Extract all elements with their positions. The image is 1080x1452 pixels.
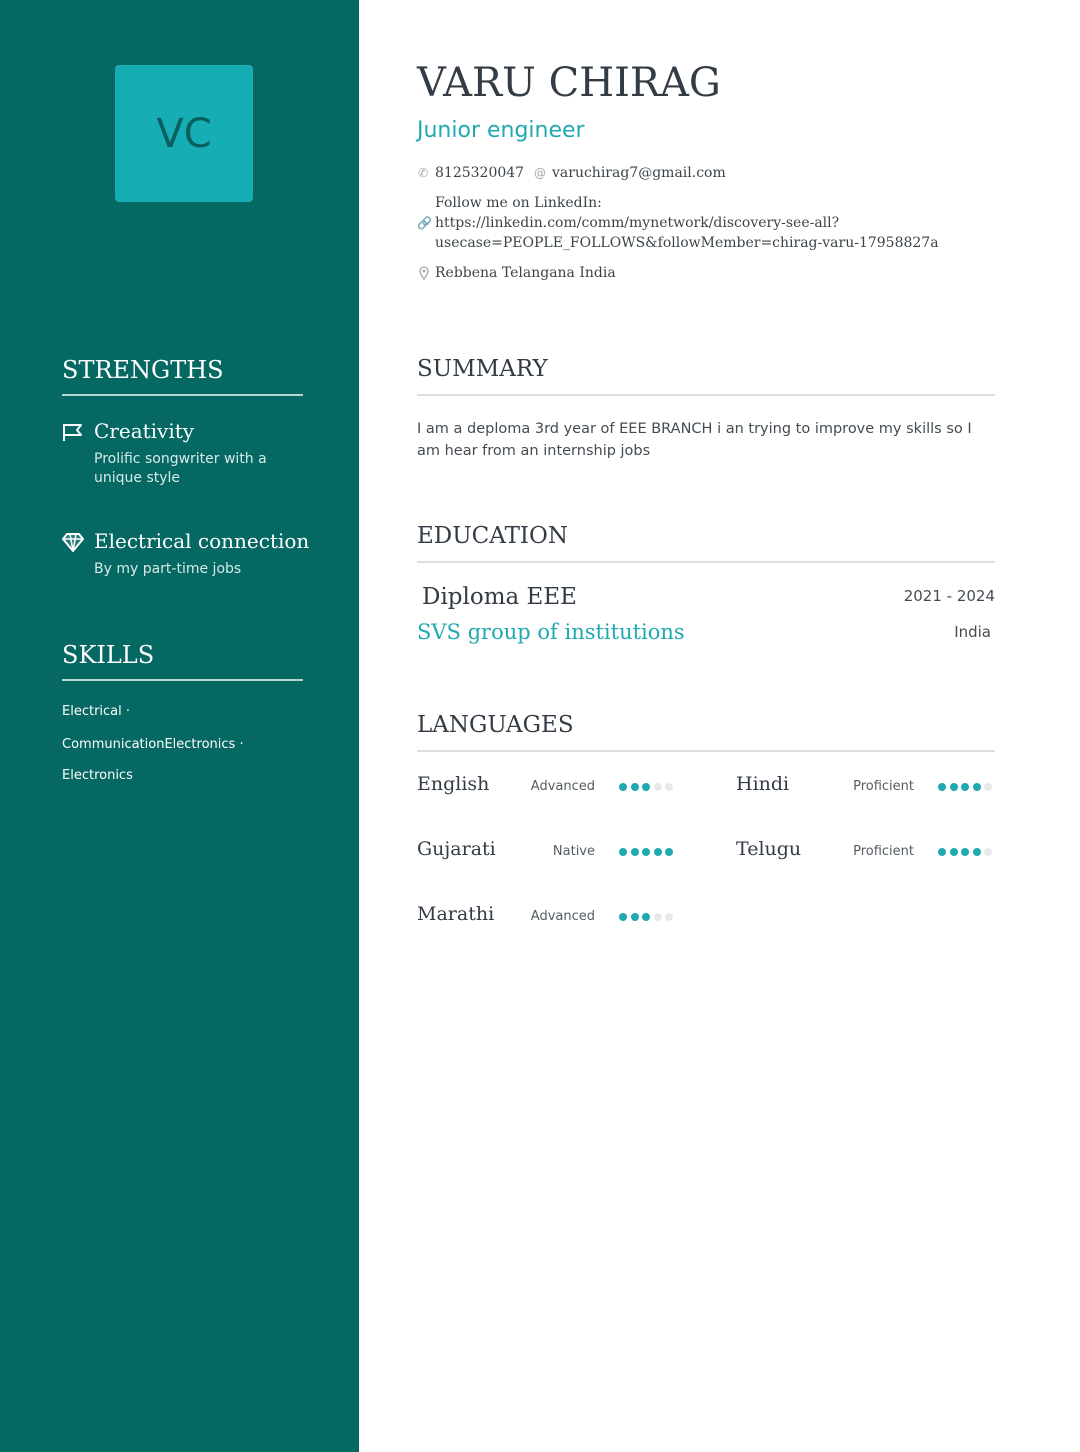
rating-dot-filled xyxy=(642,783,650,791)
phone-number: 8125320047 xyxy=(435,165,525,181)
rating-dot-filled xyxy=(619,783,627,791)
rating-dot-filled xyxy=(950,783,958,791)
flag-icon xyxy=(62,422,84,442)
rating-dot-filled xyxy=(631,848,639,856)
phone-icon: ✆ xyxy=(418,166,429,180)
language-rating xyxy=(619,913,676,921)
sidebar xyxy=(0,0,359,1452)
rating-dot-filled xyxy=(642,848,650,856)
language-name: Marathi xyxy=(417,903,495,925)
language-name: Telugu xyxy=(736,838,802,860)
strength-item xyxy=(62,418,312,488)
language-item xyxy=(417,838,676,866)
diamond-icon xyxy=(62,532,84,552)
language-item xyxy=(736,773,995,801)
strength-title: Electrical connection xyxy=(94,529,310,553)
skills-heading: SKILLS xyxy=(62,641,303,681)
summary-text: I am a deploma 3rd year of EEE BRANCH i an trying to improve my skills so I am hear from an internship jobs xyxy=(417,421,972,459)
language-level: Advanced xyxy=(530,909,595,924)
rating-dot-filled xyxy=(619,848,627,856)
language-name: English xyxy=(417,773,490,795)
rating-dot-filled xyxy=(631,783,639,791)
language-level: Native xyxy=(552,844,595,859)
language-rating xyxy=(619,848,676,856)
strength-desc: By my part-time jobs xyxy=(94,561,242,577)
skill-item: Electronics xyxy=(62,768,133,783)
education-heading: EDUCATION xyxy=(417,523,995,563)
rating-dot-filled xyxy=(961,848,969,856)
rating-dot-empty xyxy=(665,783,673,791)
education-degree: Diploma EEE xyxy=(422,584,577,610)
resume-job-title: Junior engineer xyxy=(417,118,585,143)
link-icon: 🔗 xyxy=(417,216,432,230)
rating-dot-empty xyxy=(654,913,662,921)
avatar-initials: VC xyxy=(156,110,212,157)
rating-dot-filled xyxy=(973,783,981,791)
rating-dot-filled xyxy=(973,848,981,856)
rating-dot-filled xyxy=(938,848,946,856)
location-text: Rebbena Telangana India xyxy=(435,265,616,281)
email-icon: @ xyxy=(534,166,546,180)
rating-dot-filled xyxy=(654,848,662,856)
skill-item: Electrical · xyxy=(62,704,131,719)
rating-dot-filled xyxy=(938,783,946,791)
strength-title: Creativity xyxy=(94,419,195,443)
rating-dot-filled xyxy=(961,783,969,791)
rating-dot-filled xyxy=(631,913,639,921)
summary-heading: SUMMARY xyxy=(417,356,995,396)
rating-dot-empty xyxy=(654,783,662,791)
language-rating xyxy=(938,848,995,856)
strengths-heading: STRENGTHS xyxy=(62,356,303,396)
language-level: Advanced xyxy=(530,779,595,794)
education-location: India xyxy=(954,623,991,641)
language-rating xyxy=(619,783,676,791)
language-name: Gujarati xyxy=(417,838,496,860)
language-rating xyxy=(938,783,995,791)
resume-name: VARU CHIRAG xyxy=(417,60,721,106)
language-level: Proficient xyxy=(853,779,914,794)
avatar xyxy=(115,65,253,202)
rating-dot-empty xyxy=(984,848,992,856)
strength-item xyxy=(62,528,312,579)
email-address[interactable]: varuchirag7@gmail.com xyxy=(552,165,726,181)
location-pin-icon xyxy=(419,266,429,280)
rating-dot-empty xyxy=(665,913,673,921)
education-dates: 2021 - 2024 xyxy=(903,587,995,605)
rating-dot-filled xyxy=(665,848,673,856)
rating-dot-filled xyxy=(642,913,650,921)
linkedin-label: Follow me on LinkedIn: xyxy=(435,195,602,211)
language-name: Hindi xyxy=(736,773,790,795)
linkedin-url-line1[interactable]: https://linkedin.com/comm/mynetwork/discovery-see-all? xyxy=(435,215,840,231)
rating-dot-empty xyxy=(984,783,992,791)
language-item xyxy=(417,903,676,931)
languages-heading: LANGUAGES xyxy=(417,712,995,752)
language-item xyxy=(417,773,676,801)
language-level: Proficient xyxy=(853,844,914,859)
rating-dot-filled xyxy=(619,913,627,921)
rating-dot-filled xyxy=(950,848,958,856)
skill-item: CommunicationElectronics · xyxy=(62,737,244,752)
strength-desc: Prolific songwriter with a unique style xyxy=(94,451,267,486)
linkedin-url-line2[interactable]: usecase=PEOPLE_FOLLOWS&followMember=chirag-varu-17958827a xyxy=(435,235,939,251)
language-item xyxy=(736,838,995,866)
education-school: SVS group of institutions xyxy=(417,620,685,644)
